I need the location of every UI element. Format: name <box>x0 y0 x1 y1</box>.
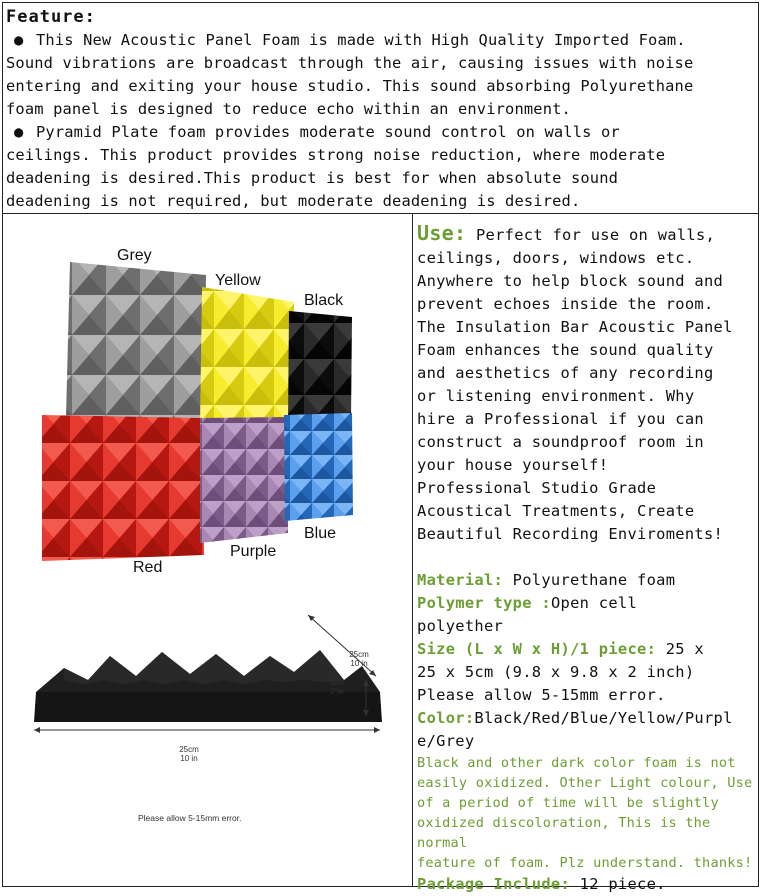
use-text: Anywhere to help block sound and <box>417 272 724 290</box>
product-image-panel <box>4 215 411 885</box>
yellow-panel <box>200 287 294 425</box>
feature-text: This New Acoustic Panel Foam is made with High Quality Imported Foam. <box>36 31 686 49</box>
red-panel <box>42 415 204 561</box>
feature-text: deadening is desired.This product is best for when absolute sound <box>6 169 619 187</box>
feature-text: Sound vibrations are broadcast through the air, causing issues with noise <box>6 54 694 72</box>
dim-depth: 25cm 10 in <box>349 650 369 668</box>
color-value: e/Grey <box>417 732 475 750</box>
bullet-icon: ● <box>14 31 24 49</box>
feature-paragraph-1 <box>6 29 756 121</box>
use-text: your house yourself! <box>417 456 609 474</box>
size-value: 25 x 5cm (9.8 x 9.8 x 2 inch) <box>417 663 695 681</box>
polymer-value: polyether <box>417 617 504 635</box>
use-text: construct a soundproof room in <box>417 433 704 451</box>
purple-panel <box>200 417 288 543</box>
vertical-divider <box>412 213 413 887</box>
use-text: ceilings, doors, windows etc. <box>417 249 695 267</box>
dim-height: 5cm 2"in <box>329 678 345 696</box>
use-text: and aesthetics of any recording <box>417 364 714 382</box>
feature-text: ceilings. This product provides strong noise reduction, where moderate <box>6 146 666 164</box>
material-label: Material: <box>417 571 504 589</box>
package-label: Package Include: <box>417 875 571 893</box>
color-value: Black/Red/Blue/Yellow/Purpl <box>474 709 733 727</box>
use-text: Acoustical Treatments, Create <box>417 502 695 520</box>
horizontal-divider <box>2 213 759 214</box>
label-grey: Grey <box>117 247 152 264</box>
foam-panels-image <box>4 215 411 615</box>
label-red: Red <box>133 559 163 576</box>
product-details <box>417 222 757 896</box>
label-blue: Blue <box>304 525 337 542</box>
use-label: Use: <box>417 221 467 245</box>
label-black: Black <box>304 292 344 309</box>
feature-title: Feature: <box>6 7 96 27</box>
bullet-icon: ● <box>14 123 24 141</box>
feature-paragraph-2 <box>6 121 756 213</box>
use-text: The Insulation Bar Acoustic Panel <box>417 318 733 336</box>
use-text: prevent echoes inside the room. <box>417 295 714 313</box>
use-text: Beautiful Recording Enviroments! <box>417 525 724 543</box>
grey-panel <box>66 262 206 420</box>
use-text: or listening environment. Why <box>417 387 695 405</box>
feature-text: entering and exiting your house studio. This sound absorbing Polyurethane <box>6 77 694 95</box>
error-note: Please allow 5-15mm error. <box>138 813 242 823</box>
black-panel <box>288 311 352 423</box>
polymer-label: Polymer type : <box>417 594 551 612</box>
label-yellow: Yellow <box>215 272 261 289</box>
feature-text: Pyramid Plate foam provides moderate sound control on walls or <box>36 123 620 141</box>
feature-text: deadening is not required, but moderate deadening is desired. <box>6 192 581 210</box>
dim-width: 25cm 10 in <box>179 745 199 763</box>
use-text: Perfect for use on walls, <box>466 226 716 244</box>
oxidation-note: Black and other dark color foam is not easily oxidized. Other Light colour, Use of a period of time will be slightly oxidized discoloration, This is the normal feature of foam. Plz understand. thanks! <box>417 755 753 871</box>
size-error: Please allow 5-15mm error. <box>417 686 666 704</box>
blue-panel <box>284 413 353 521</box>
color-label: Color: <box>417 709 475 727</box>
size-value: 25 x <box>656 640 704 658</box>
material-value: Polyurethane foam <box>503 571 676 589</box>
size-label: Size (L x W x H)/1 piece: <box>417 640 657 658</box>
polymer-value: Open cell <box>550 594 638 612</box>
package-value: 12 piece. <box>570 875 666 893</box>
use-text: Professional Studio Grade <box>417 479 657 497</box>
use-text: hire a Professional if you can <box>417 410 704 428</box>
label-purple: Purple <box>230 543 277 560</box>
feature-text: foam panel is designed to reduce echo within an environment. <box>6 100 571 118</box>
use-text: Foam enhances the sound quality <box>417 341 714 359</box>
feature-section <box>6 6 756 213</box>
